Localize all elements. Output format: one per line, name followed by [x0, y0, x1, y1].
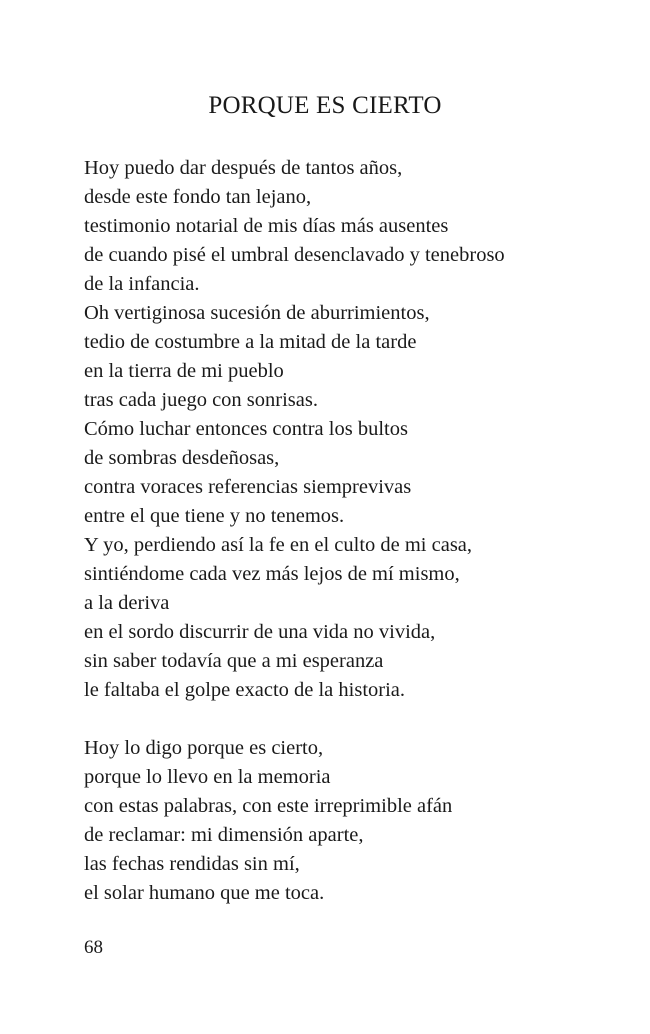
poem-line: de la infancia.: [84, 273, 200, 295]
poem-line: entre el que tiene y no tenemos.: [84, 505, 345, 527]
page-number: 68: [84, 937, 103, 958]
poem-line: con estas palabras, con este irreprimible afán: [84, 795, 453, 817]
poem-line: Hoy puedo dar después de tantos años,: [84, 157, 403, 179]
stanza-1: [84, 154, 624, 705]
poem-line: sintiéndome cada vez más lejos de mí mismo,: [84, 563, 460, 585]
poem-line: tras cada juego con sonrisas.: [84, 389, 318, 411]
stanza-2: [84, 734, 624, 908]
poem-line: Oh vertiginosa sucesión de aburrimientos,: [84, 302, 430, 324]
poem-line: porque lo llevo en la memoria: [84, 766, 331, 788]
poem-line: desde este fondo tan lejano,: [84, 186, 312, 208]
poem-line: el solar humano que me toca.: [84, 882, 325, 904]
poem-line: en el sordo discurrir de una vida no vivida,: [84, 621, 436, 643]
poem-line: de sombras desdeñosas,: [84, 447, 280, 469]
poem-line: de reclamar: mi dimensión aparte,: [84, 824, 364, 846]
poem-line: a la deriva: [84, 592, 170, 614]
poem-line: le faltaba el golpe exacto de la historia.: [84, 679, 406, 701]
poem-line: en la tierra de mi pueblo: [84, 360, 284, 382]
poem-line: Cómo luchar entonces contra los bultos: [84, 418, 408, 440]
poem-line: las fechas rendidas sin mí,: [84, 853, 300, 875]
poem-line: de cuando pisé el umbral desenclavado y tenebroso: [84, 244, 505, 266]
poem-line: tedio de costumbre a la mitad de la tarde: [84, 331, 417, 353]
poem-title: PORQUE ES CIERTO: [208, 92, 442, 119]
poem-line: Hoy lo digo porque es cierto,: [84, 737, 324, 759]
poem-line: testimonio notarial de mis días más ausentes: [84, 215, 449, 237]
poem-line: sin saber todavía que a mi esperanza: [84, 650, 384, 672]
poem-line: Y yo, perdiendo así la fe en el culto de mi casa,: [84, 534, 473, 556]
poem-line: contra voraces referencias siemprevivas: [84, 476, 412, 498]
